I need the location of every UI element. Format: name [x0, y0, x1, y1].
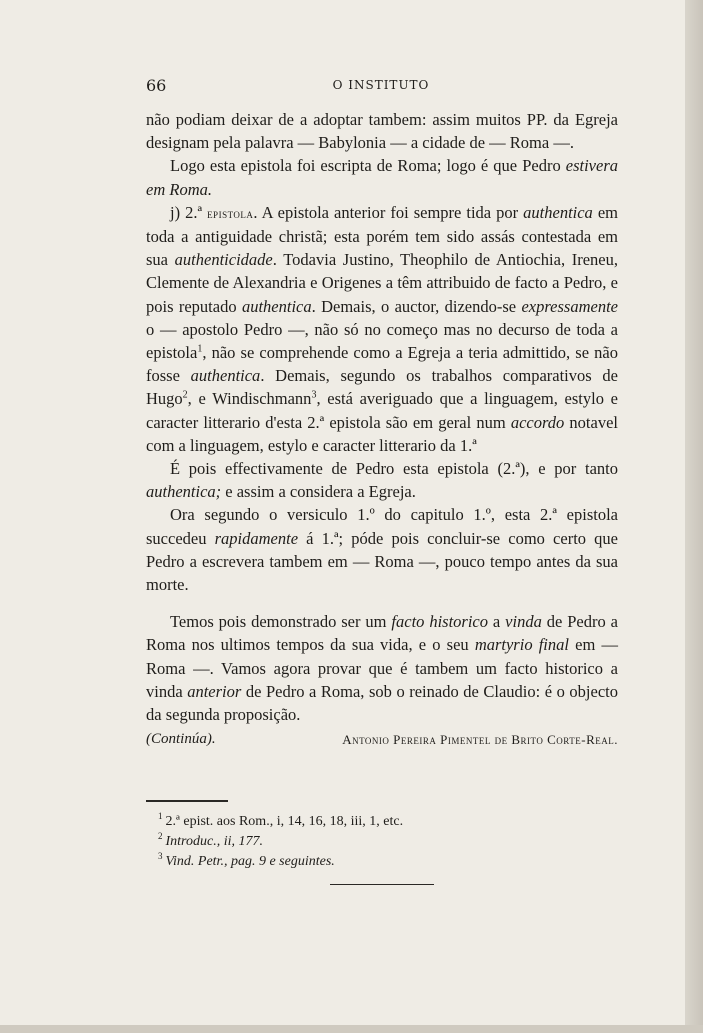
text-span: notavel com a linguagem, estylo e caracter litterario da 1.ª — [146, 412, 618, 455]
page-edge-shadow — [685, 0, 703, 1033]
page-bottom-edge — [0, 1025, 703, 1033]
text-span: e assim a considera a Egreja. — [221, 482, 416, 502]
text-span: Logo esta epistola foi escripta de Roma; logo é que Pedro — [170, 156, 566, 176]
text-span: j) 2.ª — [170, 202, 208, 222]
footnote-separator — [146, 800, 228, 802]
paragraph-3 — [146, 201, 618, 457]
footnote-mark: 3 — [158, 851, 163, 862]
running-title: O INSTITUTO — [332, 78, 430, 92]
paragraph-4 — [146, 457, 618, 503]
text-span: o — apostolo Pedro —, não só no começo mas no decurso de toda a epistola — [146, 319, 618, 363]
paragraph-1: não podiam deixar de a adoptar tambem: assim muitos PP. da Egreja designam pela palavra — Babylonia — a cidade de — Roma —. — [146, 110, 618, 153]
footnotes — [158, 812, 578, 872]
italic-span: rapidamente — [214, 528, 299, 548]
paragraph-5 — [146, 503, 618, 596]
continues-note: (Continúa). — [146, 731, 216, 748]
body-text — [146, 108, 618, 751]
footnote-mark: 1 — [158, 811, 163, 822]
text-span: á 1.ª; póde pois concluir-se como certo que Pedro a escrevera tambem em — Roma —, pouco tempo antes da sua morte. — [146, 528, 618, 595]
text-span: . Todavia Justino, Theophilo de Antiochia, Ireneu, Clemente de Alexandria e Origenes a têm attribuido de facto a Pedro, e pois reputado — [146, 250, 618, 316]
signature-line — [146, 728, 618, 751]
running-head — [146, 76, 616, 96]
end-rule — [330, 884, 434, 885]
footnote-text: Introduc., ii, 177. — [165, 834, 263, 849]
italic-span: accordo — [510, 412, 565, 432]
footnote-ref-1[interactable]: 1 — [197, 343, 203, 355]
paragraph-2 — [146, 154, 618, 200]
footnote-ref-2[interactable]: 2 — [182, 389, 188, 401]
text-span: . Demais, o auctor, dizendo-se — [311, 296, 522, 316]
text-span: de Pedro a Roma, sob o reinado de Claudio: é o objecto da segunda proposição. — [146, 681, 618, 725]
text-span: . Demais, segundo os trabalhos comparativos de Hugo — [146, 366, 618, 409]
italic-span: estivera em Roma. — [146, 156, 618, 199]
footnote-1 — [158, 812, 578, 832]
italic-span: anterior — [187, 681, 242, 701]
footnote-2 — [158, 832, 578, 852]
italic-span: vinda — [505, 612, 542, 632]
text-span: É pois effectivamente de Pedro esta epistola (2.ª), e por tanto — [170, 459, 618, 479]
footnote-text: Vind. Petr., pag. 9 e seguintes. — [165, 854, 335, 869]
italic-span: martyrio final — [474, 635, 569, 655]
italic-span: expressamente — [521, 296, 618, 316]
text-span: a — [487, 612, 506, 632]
footnote-ref-3[interactable]: 3 — [311, 389, 317, 401]
footnote-mark: 2 — [158, 831, 163, 842]
footnote-text: 2.ª epist. aos Rom., i, 14, 16, 18, iii, 1, etc. — [165, 814, 404, 829]
text-span: em toda a antiguidade christã; esta porém tem sido assás contestada em sua — [146, 202, 618, 270]
italic-span: authentica — [523, 202, 593, 222]
text-span: , está averiguado que a linguagem, estylo e caracter litterario d'esta 2.ª epistola são em geral num — [146, 389, 618, 432]
paragraph-6 — [146, 610, 618, 726]
text-span: Temos pois demonstrado ser um — [170, 612, 392, 632]
italic-span: facto historico — [391, 612, 488, 632]
italic-span: authenticidade — [174, 250, 273, 270]
italic-span: authentica; — [146, 482, 222, 502]
text-span: Ora segundo o versiculo 1.º do capitulo 1.º, esta 2.ª epistola succedeu — [146, 505, 618, 548]
italic-span: authentica — [241, 296, 312, 316]
author-name: Antonio Pereira Pimentel de Brito Corte-Real. — [342, 732, 618, 748]
footnote-3 — [158, 852, 578, 872]
italic-span: authentica — [190, 366, 261, 386]
page-number: 66 — [146, 76, 167, 95]
small-caps-span: epistola — [207, 205, 254, 221]
text-span: , não se comprehende como a Egreja a teria admittido, se não fosse — [146, 343, 618, 386]
text-span: , e Windischmann — [187, 389, 312, 409]
text-span: . A epistola anterior foi sempre tida por — [253, 202, 524, 222]
text-span: em — Roma —. Vamos agora provar que é tambem um facto historico a vinda — [146, 635, 618, 701]
text-span: de Pedro a Roma nos ultimos tempos da sua vida, e o seu — [146, 612, 618, 655]
